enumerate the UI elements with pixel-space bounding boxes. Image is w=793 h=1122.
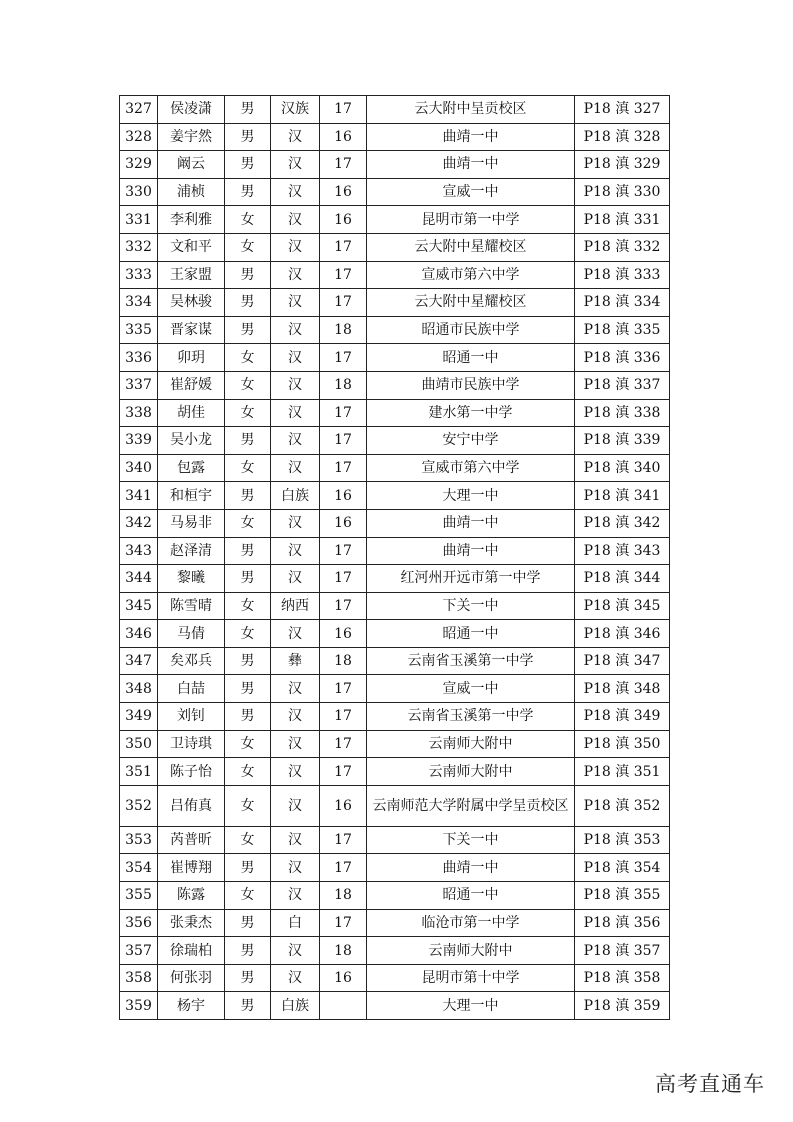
- cell-id: P18 滇 336: [575, 344, 670, 372]
- cell-gender: 男: [225, 964, 271, 992]
- table-row: [120, 482, 670, 510]
- cell-gender: 女: [225, 785, 271, 826]
- cell-name: 陈雪晴: [158, 592, 225, 620]
- cell-school: 云南师大附中: [367, 758, 575, 786]
- cell-gender: 男: [225, 909, 271, 937]
- cell-name: 和桓宇: [158, 482, 225, 510]
- cell-ethnicity: 汉: [271, 964, 320, 992]
- table-row: [120, 427, 670, 455]
- cell-name: 陈露: [158, 882, 225, 910]
- table-row: [120, 592, 670, 620]
- cell-id: P18 滇 345: [575, 592, 670, 620]
- cell-id: P18 滇 353: [575, 826, 670, 854]
- cell-name: 陈子怡: [158, 758, 225, 786]
- cell-age: 17: [320, 289, 367, 317]
- cell-ethnicity: 纳西: [271, 592, 320, 620]
- cell-gender: 女: [225, 826, 271, 854]
- cell-number: 357: [120, 937, 158, 965]
- table-row: [120, 344, 670, 372]
- cell-ethnicity: 汉: [271, 261, 320, 289]
- cell-age: 18: [320, 316, 367, 344]
- cell-id: P18 滇 344: [575, 565, 670, 593]
- cell-number: 359: [120, 992, 158, 1020]
- cell-ethnicity: 汉: [271, 703, 320, 731]
- cell-number: 328: [120, 123, 158, 151]
- cell-school: 曲靖一中: [367, 509, 575, 537]
- cell-name: 阚云: [158, 151, 225, 179]
- table-row: [120, 233, 670, 261]
- table-row: [120, 206, 670, 234]
- cell-school: 昭通一中: [367, 620, 575, 648]
- cell-gender: 男: [225, 537, 271, 565]
- cell-age: 16: [320, 964, 367, 992]
- cell-id: P18 滇 333: [575, 261, 670, 289]
- cell-id: P18 滇 352: [575, 785, 670, 826]
- cell-name: 侯凌潇: [158, 96, 225, 124]
- cell-gender: 男: [225, 427, 271, 455]
- table-row: [120, 316, 670, 344]
- cell-school: 云南师大附中: [367, 730, 575, 758]
- cell-id: P18 滇 332: [575, 233, 670, 261]
- cell-ethnicity: 汉: [271, 233, 320, 261]
- cell-school: 昭通一中: [367, 882, 575, 910]
- cell-ethnicity: 汉: [271, 344, 320, 372]
- cell-gender: 男: [225, 565, 271, 593]
- cell-age: 17: [320, 261, 367, 289]
- cell-age: 18: [320, 937, 367, 965]
- cell-id: P18 滇 340: [575, 454, 670, 482]
- cell-age: 17: [320, 454, 367, 482]
- cell-age: 17: [320, 427, 367, 455]
- cell-id: P18 滇 339: [575, 427, 670, 455]
- cell-name: 刘钊: [158, 703, 225, 731]
- cell-school: 云大附中呈贡校区: [367, 96, 575, 124]
- table-row: [120, 123, 670, 151]
- cell-name: 文和平: [158, 233, 225, 261]
- cell-school: 云南省玉溪第一中学: [367, 647, 575, 675]
- cell-name: 赵泽清: [158, 537, 225, 565]
- cell-school: 安宁中学: [367, 427, 575, 455]
- cell-id: P18 滇 327: [575, 96, 670, 124]
- cell-gender: 男: [225, 178, 271, 206]
- cell-name: 卫诗琪: [158, 730, 225, 758]
- cell-school: 临沧市第一中学: [367, 909, 575, 937]
- cell-age: 17: [320, 758, 367, 786]
- cell-number: 356: [120, 909, 158, 937]
- table-row: [120, 537, 670, 565]
- cell-ethnicity: 汉: [271, 206, 320, 234]
- cell-age: 16: [320, 178, 367, 206]
- table-row: [120, 371, 670, 399]
- cell-gender: 男: [225, 123, 271, 151]
- cell-age: 17: [320, 233, 367, 261]
- cell-name: 马倩: [158, 620, 225, 648]
- cell-school: 昆明市第十中学: [367, 964, 575, 992]
- table-row: [120, 785, 670, 826]
- cell-id: P18 滇 343: [575, 537, 670, 565]
- cell-number: 335: [120, 316, 158, 344]
- cell-school: 曲靖一中: [367, 854, 575, 882]
- cell-number: 347: [120, 647, 158, 675]
- cell-number: 344: [120, 565, 158, 593]
- table-row: [120, 992, 670, 1020]
- table-row: [120, 675, 670, 703]
- cell-number: 336: [120, 344, 158, 372]
- cell-number: 332: [120, 233, 158, 261]
- table-row: [120, 909, 670, 937]
- cell-age: 16: [320, 482, 367, 510]
- cell-gender: 女: [225, 758, 271, 786]
- cell-name: 白喆: [158, 675, 225, 703]
- cell-age: 17: [320, 909, 367, 937]
- cell-school: 曲靖市民族中学: [367, 371, 575, 399]
- cell-id: P18 滇 346: [575, 620, 670, 648]
- cell-gender: 女: [225, 454, 271, 482]
- cell-school: 昭通市民族中学: [367, 316, 575, 344]
- cell-number: 349: [120, 703, 158, 731]
- cell-name: 崔舒媛: [158, 371, 225, 399]
- cell-ethnicity: 汉: [271, 454, 320, 482]
- cell-gender: 男: [225, 261, 271, 289]
- cell-gender: 女: [225, 399, 271, 427]
- cell-ethnicity: 汉: [271, 371, 320, 399]
- cell-gender: 男: [225, 96, 271, 124]
- cell-gender: 女: [225, 592, 271, 620]
- cell-id: P18 滇 348: [575, 675, 670, 703]
- cell-school: 宣威市第六中学: [367, 261, 575, 289]
- cell-id: P18 滇 342: [575, 509, 670, 537]
- cell-number: 337: [120, 371, 158, 399]
- table-row: [120, 854, 670, 882]
- cell-gender: 男: [225, 992, 271, 1020]
- cell-number: 354: [120, 854, 158, 882]
- cell-ethnicity: 白: [271, 909, 320, 937]
- cell-name: 李利雅: [158, 206, 225, 234]
- cell-gender: 女: [225, 371, 271, 399]
- cell-gender: 男: [225, 703, 271, 731]
- cell-number: 334: [120, 289, 158, 317]
- cell-gender: 女: [225, 509, 271, 537]
- cell-number: 352: [120, 785, 158, 826]
- cell-ethnicity: 汉: [271, 675, 320, 703]
- cell-gender: 女: [225, 882, 271, 910]
- table-row: [120, 261, 670, 289]
- cell-school: 曲靖一中: [367, 537, 575, 565]
- cell-ethnicity: 彝: [271, 647, 320, 675]
- cell-name: 吴小龙: [158, 427, 225, 455]
- table-row: [120, 454, 670, 482]
- cell-number: 327: [120, 96, 158, 124]
- table-row: [120, 565, 670, 593]
- cell-age: 17: [320, 151, 367, 179]
- cell-ethnicity: 汉: [271, 427, 320, 455]
- cell-ethnicity: 汉族: [271, 96, 320, 124]
- cell-id: P18 滇 335: [575, 316, 670, 344]
- cell-id: P18 滇 354: [575, 854, 670, 882]
- roster-body: [120, 96, 670, 1020]
- cell-ethnicity: 汉: [271, 882, 320, 910]
- cell-id: P18 滇 355: [575, 882, 670, 910]
- cell-number: 350: [120, 730, 158, 758]
- cell-id: P18 滇 358: [575, 964, 670, 992]
- cell-gender: 男: [225, 675, 271, 703]
- cell-school: 昆明市第一中学: [367, 206, 575, 234]
- cell-name: 张秉杰: [158, 909, 225, 937]
- cell-age: 17: [320, 399, 367, 427]
- cell-ethnicity: 汉: [271, 178, 320, 206]
- cell-gender: 男: [225, 647, 271, 675]
- cell-gender: 男: [225, 289, 271, 317]
- cell-number: 346: [120, 620, 158, 648]
- cell-id: P18 滇 351: [575, 758, 670, 786]
- cell-name: 矣邓兵: [158, 647, 225, 675]
- cell-age: 17: [320, 703, 367, 731]
- cell-age: 17: [320, 730, 367, 758]
- cell-school: 宣威市第六中学: [367, 454, 575, 482]
- cell-id: P18 滇 347: [575, 647, 670, 675]
- cell-id: P18 滇 337: [575, 371, 670, 399]
- cell-id: P18 滇 338: [575, 399, 670, 427]
- cell-age: 18: [320, 882, 367, 910]
- cell-id: P18 滇 329: [575, 151, 670, 179]
- cell-school: 昭通一中: [367, 344, 575, 372]
- cell-ethnicity: 汉: [271, 316, 320, 344]
- cell-name: 王家盟: [158, 261, 225, 289]
- cell-ethnicity: 汉: [271, 826, 320, 854]
- cell-number: 338: [120, 399, 158, 427]
- cell-ethnicity: 汉: [271, 289, 320, 317]
- cell-school: 云南师范大学附属中学呈贡校区: [367, 785, 575, 826]
- cell-school: 云大附中星耀校区: [367, 289, 575, 317]
- table-row: [120, 964, 670, 992]
- cell-number: 358: [120, 964, 158, 992]
- cell-age: 16: [320, 206, 367, 234]
- cell-name: 浦桢: [158, 178, 225, 206]
- table-row: [120, 647, 670, 675]
- cell-name: 马易非: [158, 509, 225, 537]
- table-row: [120, 289, 670, 317]
- cell-name: 包露: [158, 454, 225, 482]
- cell-name: 徐瑞柏: [158, 937, 225, 965]
- cell-number: 353: [120, 826, 158, 854]
- cell-ethnicity: 汉: [271, 854, 320, 882]
- cell-school: 云南省玉溪第一中学: [367, 703, 575, 731]
- cell-number: 339: [120, 427, 158, 455]
- cell-age: 17: [320, 826, 367, 854]
- cell-number: 345: [120, 592, 158, 620]
- cell-school: 曲靖一中: [367, 123, 575, 151]
- cell-name: 黎曦: [158, 565, 225, 593]
- cell-ethnicity: 汉: [271, 151, 320, 179]
- cell-number: 331: [120, 206, 158, 234]
- table-row: [120, 758, 670, 786]
- cell-gender: 女: [225, 206, 271, 234]
- table-row: [120, 399, 670, 427]
- cell-id: P18 滇 349: [575, 703, 670, 731]
- cell-age: 16: [320, 123, 367, 151]
- cell-school: 下关一中: [367, 826, 575, 854]
- cell-gender: 女: [225, 344, 271, 372]
- table-row: [120, 703, 670, 731]
- cell-age: 16: [320, 620, 367, 648]
- cell-id: P18 滇 341: [575, 482, 670, 510]
- cell-gender: 女: [225, 620, 271, 648]
- table-row: [120, 151, 670, 179]
- cell-id: P18 滇 330: [575, 178, 670, 206]
- cell-gender: 女: [225, 233, 271, 261]
- cell-school: 大理一中: [367, 992, 575, 1020]
- cell-number: 343: [120, 537, 158, 565]
- watermark-text: 高考直通车: [655, 1072, 765, 1096]
- cell-school: 云南师大附中: [367, 937, 575, 965]
- table-row: [120, 620, 670, 648]
- student-roster-table: [119, 95, 670, 1020]
- cell-ethnicity: 汉: [271, 937, 320, 965]
- cell-school: 建水第一中学: [367, 399, 575, 427]
- cell-age: 17: [320, 344, 367, 372]
- cell-age: 16: [320, 509, 367, 537]
- cell-id: P18 滇 356: [575, 909, 670, 937]
- cell-number: 355: [120, 882, 158, 910]
- cell-ethnicity: 汉: [271, 730, 320, 758]
- cell-ethnicity: 汉: [271, 399, 320, 427]
- cell-name: 崔博翔: [158, 854, 225, 882]
- table-row: [120, 96, 670, 124]
- cell-age: 16: [320, 785, 367, 826]
- cell-age: 18: [320, 371, 367, 399]
- cell-number: 329: [120, 151, 158, 179]
- cell-id: P18 滇 331: [575, 206, 670, 234]
- cell-age: [320, 992, 367, 1020]
- cell-school: 宣威一中: [367, 675, 575, 703]
- cell-number: 351: [120, 758, 158, 786]
- cell-id: P18 滇 357: [575, 937, 670, 965]
- cell-gender: 男: [225, 151, 271, 179]
- cell-school: 大理一中: [367, 482, 575, 510]
- cell-gender: 男: [225, 482, 271, 510]
- cell-number: 348: [120, 675, 158, 703]
- cell-name: 晋家谋: [158, 316, 225, 344]
- table-row: [120, 730, 670, 758]
- cell-name: 吴林骏: [158, 289, 225, 317]
- cell-age: 17: [320, 96, 367, 124]
- cell-number: 341: [120, 482, 158, 510]
- table-row: [120, 882, 670, 910]
- cell-school: 宣威一中: [367, 178, 575, 206]
- cell-id: P18 滇 334: [575, 289, 670, 317]
- cell-ethnicity: 汉: [271, 123, 320, 151]
- cell-gender: 男: [225, 316, 271, 344]
- cell-age: 17: [320, 537, 367, 565]
- cell-age: 17: [320, 675, 367, 703]
- cell-name: 卯玥: [158, 344, 225, 372]
- cell-age: 17: [320, 854, 367, 882]
- cell-gender: 女: [225, 730, 271, 758]
- cell-ethnicity: 汉: [271, 565, 320, 593]
- cell-number: 342: [120, 509, 158, 537]
- cell-id: P18 滇 328: [575, 123, 670, 151]
- cell-name: 胡佳: [158, 399, 225, 427]
- cell-gender: 男: [225, 937, 271, 965]
- cell-age: 17: [320, 565, 367, 593]
- cell-number: 333: [120, 261, 158, 289]
- cell-age: 18: [320, 647, 367, 675]
- cell-school: 曲靖一中: [367, 151, 575, 179]
- cell-number: 330: [120, 178, 158, 206]
- table-row: [120, 509, 670, 537]
- cell-school: 红河州开远市第一中学: [367, 565, 575, 593]
- cell-ethnicity: 白族: [271, 992, 320, 1020]
- table-row: [120, 178, 670, 206]
- cell-name: 何张羽: [158, 964, 225, 992]
- cell-ethnicity: 汉: [271, 509, 320, 537]
- cell-id: P18 滇 350: [575, 730, 670, 758]
- cell-ethnicity: 白族: [271, 482, 320, 510]
- cell-name: 杨宇: [158, 992, 225, 1020]
- cell-id: P18 滇 359: [575, 992, 670, 1020]
- cell-school: 下关一中: [367, 592, 575, 620]
- cell-ethnicity: 汉: [271, 620, 320, 648]
- cell-gender: 男: [225, 854, 271, 882]
- cell-school: 云大附中星耀校区: [367, 233, 575, 261]
- cell-number: 340: [120, 454, 158, 482]
- cell-name: 姜宇然: [158, 123, 225, 151]
- cell-ethnicity: 汉: [271, 537, 320, 565]
- cell-age: 17: [320, 592, 367, 620]
- cell-ethnicity: 汉: [271, 785, 320, 826]
- table-row: [120, 937, 670, 965]
- cell-ethnicity: 汉: [271, 758, 320, 786]
- table-row: [120, 826, 670, 854]
- cell-name: 芮普昕: [158, 826, 225, 854]
- cell-name: 吕侑真: [158, 785, 225, 826]
